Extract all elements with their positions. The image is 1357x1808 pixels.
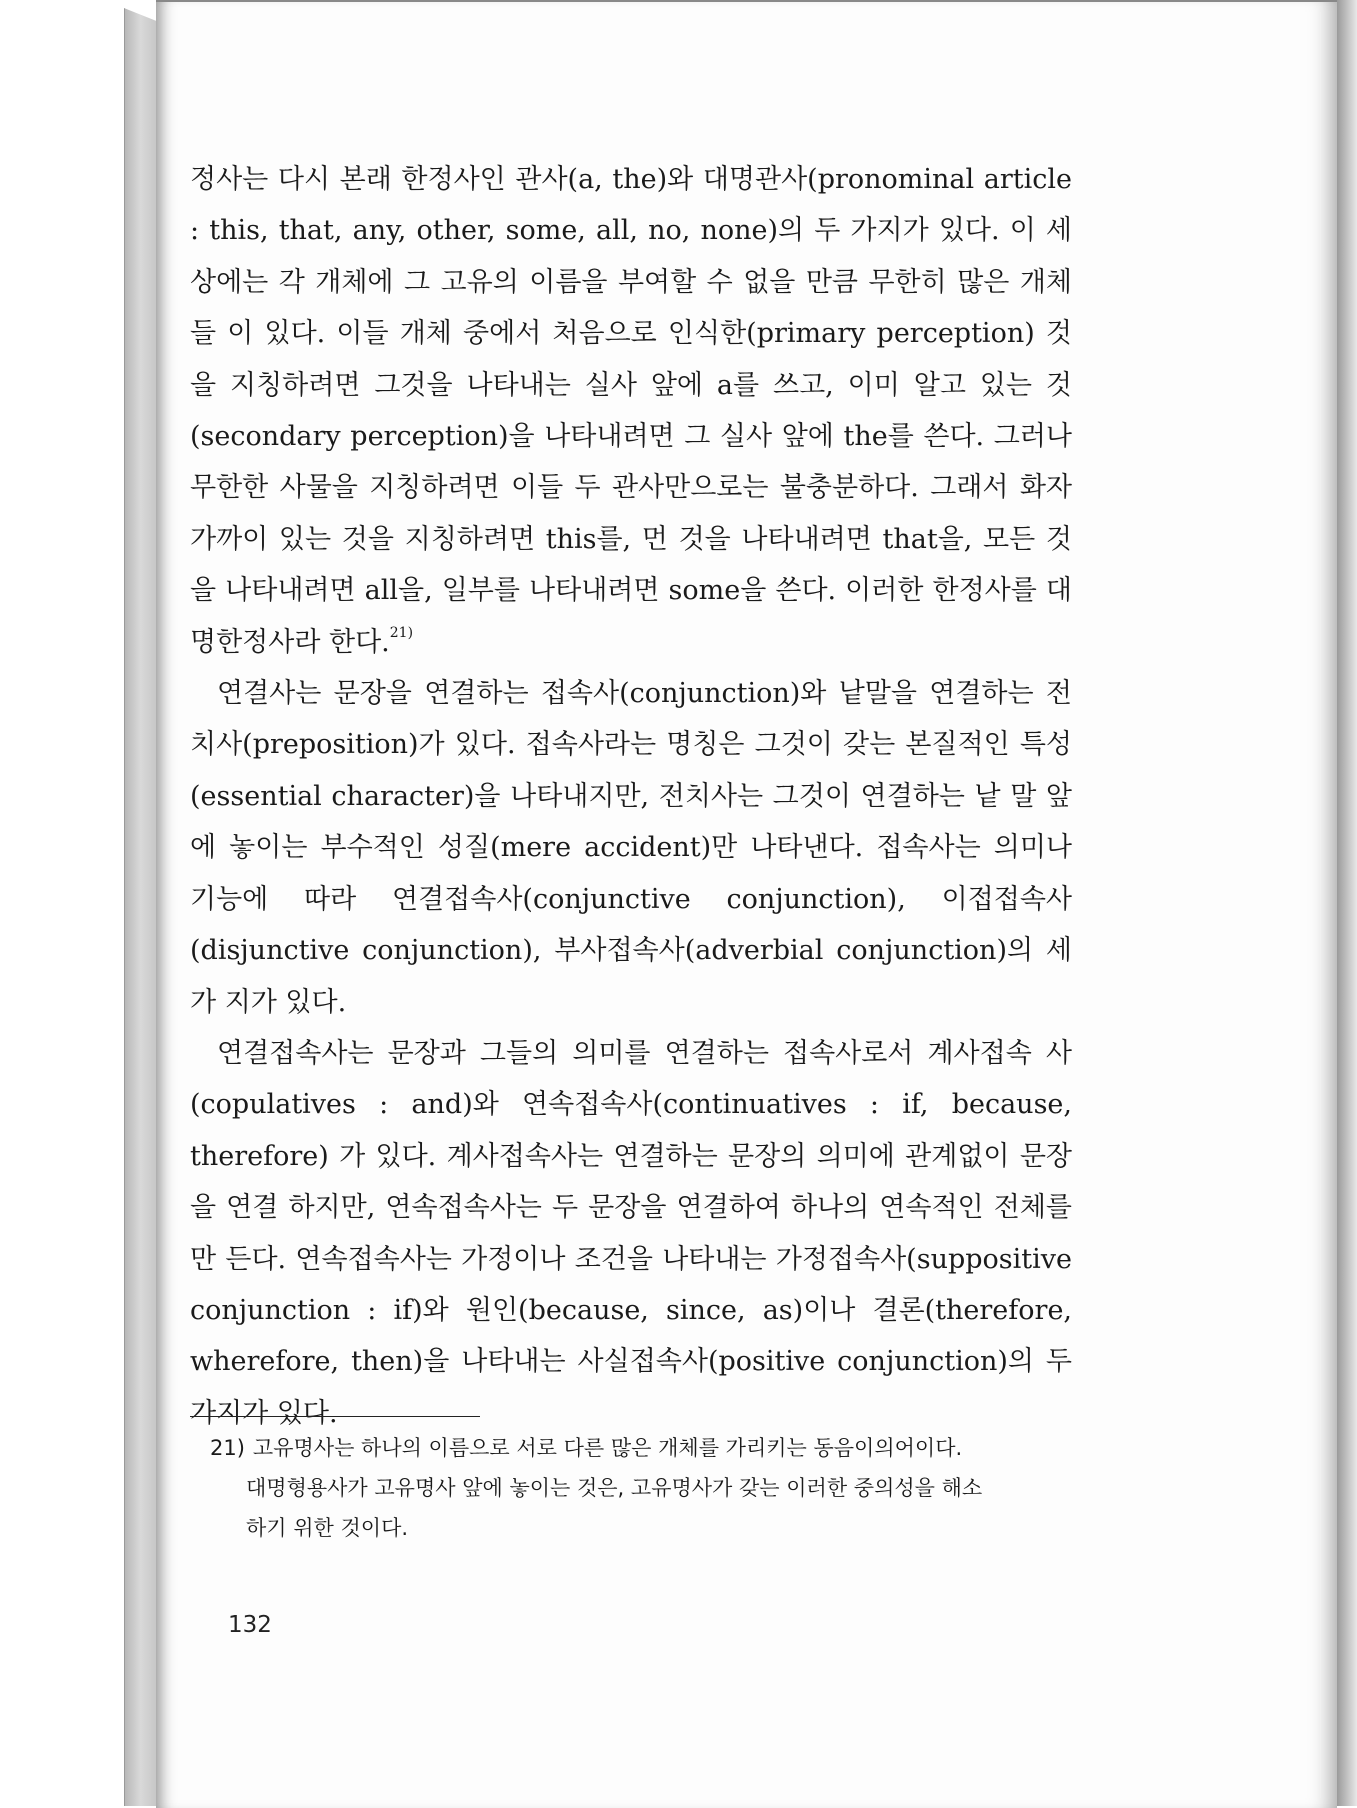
text-line: then)을 나타내는 사실접속사(positive conjunction)의 두 가지가 있다. xyxy=(190,1346,1072,1429)
page-shadow xyxy=(1337,0,1357,1806)
text-line: 전치사(preposition)가 있다. 접속사라는 명칭은 그것이 갖는 본질적인 xyxy=(190,678,1072,761)
footnote-divider xyxy=(190,1416,480,1417)
paragraph-3 xyxy=(190,1028,1072,1439)
text-line: 하지만, 연속접속사는 두 문장을 연결하여 하나의 연속적인 전체를 만 xyxy=(190,1192,1072,1275)
text-line: 말 앞에 놓이는 부수적인 성질(mere accident)만 나타낸다. 접속사는 xyxy=(190,780,1072,864)
footnote-line: 하기 위한 것이다. xyxy=(246,1516,409,1540)
text-line: 지가 있다. xyxy=(224,986,347,1018)
text-line: (secondary perception)을 나타내려면 그 실사 앞에 the를 쓴다. 그러나 xyxy=(190,421,1072,453)
text-line: this, that, any, other, some, all, no, none)의 두 가지가 있다. 이 세상에는 xyxy=(190,215,1072,298)
footnote-reference[interactable]: 21) xyxy=(389,624,414,641)
text-line: 이 있다. 이들 개체 중에서 처음으로 인식한(primary perception) 것을 xyxy=(190,318,1072,401)
text-line: 사(copulatives : and)와 연속접속사(continuatives : if, because, therefore) xyxy=(190,1037,1072,1172)
text-line: 연결사는 문장을 연결하는 접속사(conjunction)와 낱말을 연결하는 xyxy=(217,678,1034,710)
text-line: 연결접속사는 문장과 그들의 의미를 연결하는 접속사로서 계사접속 xyxy=(217,1037,1032,1069)
footnote xyxy=(210,1428,1074,1548)
footnote-line: 대명형용사가 고유명사 앞에 놓이는 것은, 고유명사가 갖는 이러한 중의성을 해소 xyxy=(246,1476,983,1500)
text-line: (disjunctive conjunction), 부사접속사(adverbial conjunction)의 세 가 xyxy=(190,935,1072,1018)
text-line: 각 개체에 그 고유의 이름을 부여할 수 없을 만큼 무한히 많은 개체들 xyxy=(190,266,1072,350)
footnote-line: 고유명사는 하나의 이름으로 서로 다른 많은 개체를 가리키는 동음이의어이다. xyxy=(252,1436,963,1460)
text-line: 특성(essential character)을 나타내지만, 전치사는 그것이 연결하는 낱 xyxy=(190,729,1072,812)
text-line: 든다. 연속접속사는 가정이나 조건을 나타내는 가정접속사(suppositive xyxy=(225,1243,1072,1275)
footnote-number: 21) xyxy=(210,1436,245,1460)
text-line: 한정사를 대명한정사라 한다. xyxy=(190,575,1072,658)
text-line: 모든 것을 나타내려면 all을, 일부를 나타내려면 some을 쓴다. 이러한 xyxy=(190,523,1072,607)
paragraph-1 xyxy=(190,154,1072,668)
text-line: 지칭하려면 그것을 나타내는 실사 앞에 a를 쓰고, 이미 알고 있는 것 xyxy=(230,369,1072,401)
text-line: 가 있다. 계사접속사는 연결하는 문장의 의미에 관계없이 문장을 연결 xyxy=(190,1140,1072,1224)
book-edge xyxy=(124,8,159,1806)
paragraph-2 xyxy=(190,668,1072,1028)
text-line: 화자 가까이 있는 것을 지칭하려면 this를, 먼 것을 나타내려면 that을, xyxy=(190,472,1072,555)
text-line: 정사는 다시 본래 한정사인 관사(a, the)와 대명관사(pronominal article : xyxy=(190,164,1072,247)
body-text xyxy=(190,154,1072,1439)
page-number: 132 xyxy=(228,1612,272,1638)
text-line: 의미나 기능에 따라 연결접속사(conjunctive conjunction), 이접접속사 xyxy=(190,832,1072,915)
text-line: 무한한 사물을 지칭하려면 이들 두 관사만으로는 불충분하다. 그래서 xyxy=(190,472,1009,504)
text-line: conjunction : if)와 원인(because, since, as)이나 결론(therefore, wherefore, xyxy=(190,1294,1072,1378)
